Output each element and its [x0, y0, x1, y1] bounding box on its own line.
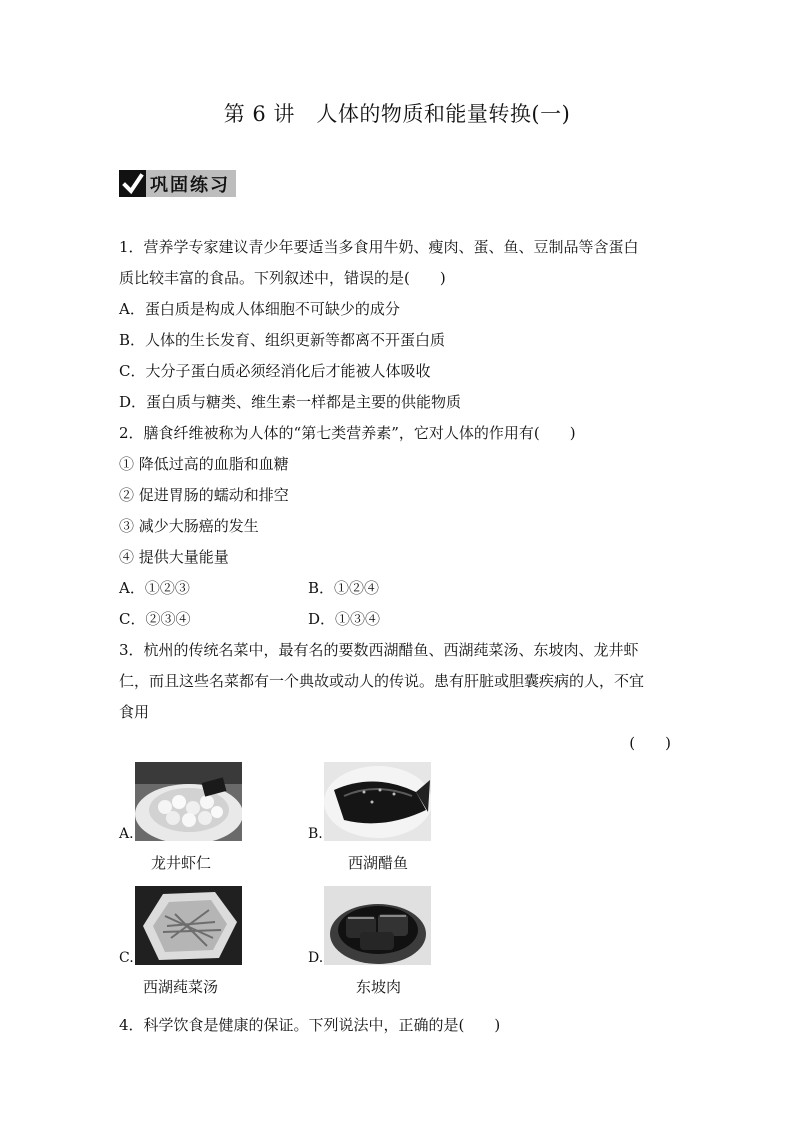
choice-d-letter: D.: [308, 950, 324, 966]
question-2-options-row: [119, 573, 679, 604]
question-2-item-2: ② 促进胃肠的蠕动和排空: [119, 486, 289, 504]
question-1: [119, 232, 679, 418]
question-2-options-row: [119, 604, 679, 635]
question-2-stem: 2．膳食纤维被称为人体的“第七类营养素”，它对人体的作用有( ): [119, 424, 576, 442]
question-2-item-3: ③ 减少大肠癌的发生: [119, 517, 259, 535]
question-1-option-c: C．大分子蛋白质必须经消化后才能被人体吸收: [119, 362, 431, 380]
question-2-item-1: ① 降低过高的血脂和血糖: [119, 455, 289, 473]
question-1-option-b: B．人体的生长发育、组织更新等都离不开蛋白质: [119, 331, 446, 349]
question-3-stem-line: 仁，而且这些名菜都有一个典故或动人的传说。患有肝脏或胆囊疾病的人，不宜: [119, 672, 645, 690]
question-3: [119, 635, 679, 1010]
question-content: [119, 232, 679, 1041]
question-2-option-d: D．①③④: [308, 610, 381, 628]
choice-c-caption: 西湖莼菜汤: [143, 978, 219, 996]
section-header: [119, 170, 236, 197]
question-2: [119, 418, 679, 635]
section-label: 巩固练习: [146, 170, 236, 197]
question-1-stem-line: 1．营养学专家建议青少年要适当多食用牛奶、瘦肉、蛋、鱼、豆制品等含蛋白: [119, 238, 639, 256]
choice-b-letter: B.: [308, 826, 323, 842]
question-3-stem-line: 3．杭州的传统名菜中，最有名的要数西湖醋鱼、西湖莼菜汤、东坡肉、龙井虾: [119, 641, 639, 659]
question-3-stem-line: 食用: [119, 703, 150, 721]
question-2-item-4: ④ 提供大量能量: [119, 548, 229, 566]
question-2-option-b: B．①②④: [308, 579, 380, 597]
question-2-option-c: C．②③④: [119, 610, 191, 628]
photo-row: [119, 886, 679, 1010]
checkmark-icon: [119, 170, 146, 197]
choice-b-caption: 西湖醋鱼: [348, 854, 409, 872]
choice-d-caption: 东坡肉: [356, 978, 402, 996]
choice-a-letter: A.: [119, 826, 134, 842]
choice-c-letter: C.: [119, 950, 134, 966]
answer-parentheses: ( ): [629, 734, 671, 752]
question-1-option-a: A．蛋白质是构成人体细胞不可缺少的成分: [119, 300, 400, 318]
page-title: 第 6 讲 人体的物质和能量转换(一): [223, 102, 571, 126]
photo-row: [119, 762, 679, 886]
choice-a-caption: 龙井虾仁: [151, 854, 212, 872]
question-1-stem-line: 质比较丰富的食品。下列叙述中，错误的是( ): [119, 269, 446, 287]
soup-dish-photo: [135, 886, 242, 965]
question-1-option-d: D．蛋白质与糖类、维生素一样都是主要的供能物质: [119, 393, 462, 411]
fish-dish-photo: [324, 762, 431, 841]
question-2-option-a: A．①②③: [119, 579, 190, 597]
pork-dish-photo: [324, 886, 431, 965]
shrimp-dish-photo: [135, 762, 242, 841]
question-4-stem: 4．科学饮食是健康的保证。下列说法中，正确的是( ): [119, 1016, 501, 1034]
question-4: [119, 1010, 679, 1041]
